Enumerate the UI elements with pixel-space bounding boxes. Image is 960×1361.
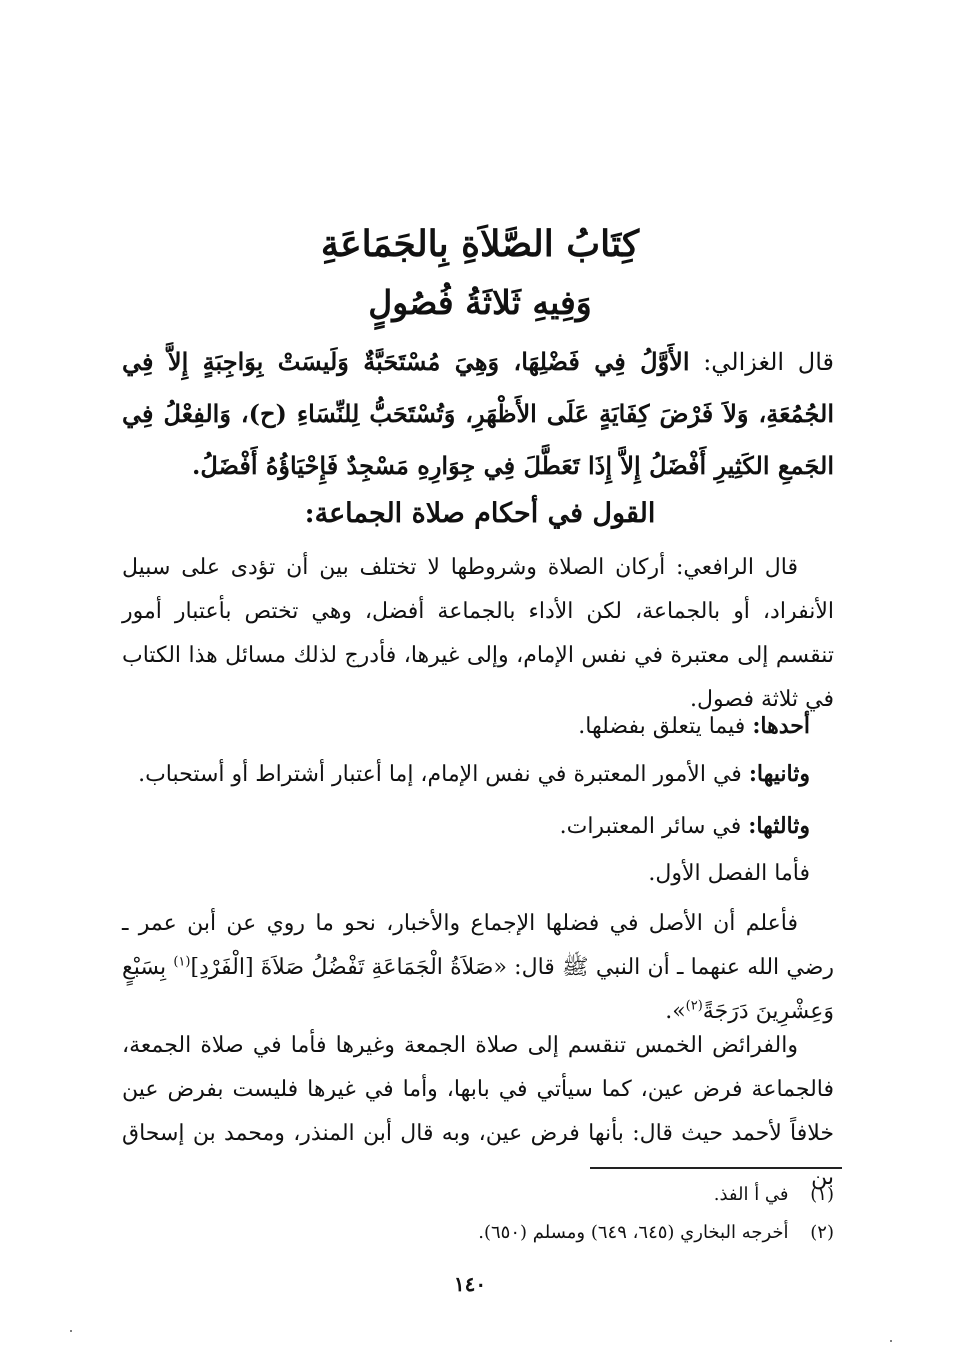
list-item-lead: أحدها: [752,713,810,739]
footnote-ref-2[interactable]: (٢) [685,998,703,1014]
list-item-lead: وثالثها: [748,813,810,839]
section-heading: القول في أحكام صلاة الجماعة: [304,498,656,529]
list-item-lead: وثانيها: [748,761,810,787]
list-item-text: في سائر المعتبرات. [559,814,742,839]
rafii-paragraph: قال الرافعي: أركان الصلاة وشروطها لا تختلف بين أن تؤدى على سبيل الأنفراد، أو بالجماعة، لكن الأداء بالجماعة أفضل، وهي تختص بأعتبار أمور تنقسم إلى معتبرة في نفس الإمام، وإلى غيرها، فأدرج لذلك مسائل هذا الكتاب في ثلاثة فصول. [122,555,834,712]
hadith-intro: فأعلم أن الأصل في فضلها الإجماع والأخبار، نحو ما روي عن أبن عمر ـ رضي الله عنهما ـ أن النبي ﷺ قال: « [122,911,835,980]
book-title: كِتَابُ الصَّلاَةِ بِالجَمَاعَةِ [320,223,640,265]
footnote-text: أخرجه البخاري (٦٤٥، ٦٤٩) ومسلم (٦٥٠). [478,1222,789,1243]
ghazali-speaker: قال الغزالي: [703,348,834,376]
footnote-ref-1[interactable]: (١) [173,954,191,970]
hadith-text-2: بِسَبْعٍ وَعِشْرِينَ دَرَجَةً [122,955,834,1024]
footnote-number: (١) [810,1184,834,1205]
scan-speck [70,1330,72,1332]
page-number: ١٤٠ [453,1272,487,1296]
list-item [120,754,810,795]
ghazali-text: الأَوَّلُ فِي فَضْلِهَا، وَهِيَ مُسْتَحَبَّةٌ وَلَيسَتْ بِوَاجِبَةٍ إِلاَّ فِي الجُمُعَةِ، وَلاَ فَرْضَ كِفَايَةٍ عَلَى الأَظْهَرِ، وَتُسْتَحَبُّ لِلنِّسَاءِ (ح)، وَالفِعْلُ فِي الجَمعِ الكَثِيرِ أَفْضَلُ إِلاَّ إِذَا تَعَطَّلَ فِي جِوَارِهِ مَسْجِدٌ فَإِحْيَاؤُهُ أَفْضَلُ. [122,347,834,480]
faraid-paragraph: والفرائض الخمس تنقسم إلى صلاة الجمعة وغيرها فأما في صلاة الجمعة، فالجماعة فرض عين، كما سيأتي في بابها، وأما في غيرها فليست بفرض عين خلافاً لأحمد حيث قال: بأنها فرض عين، وبه قال أبن المنذر، ومحمد بن إسحاق بن [122,1033,834,1190]
footnote [134,1180,834,1210]
footnote-number: (٢) [810,1222,834,1243]
book-subtitle: وَفِيهِ ثَلاثَةُ فُصُولٍ [368,283,592,322]
hadith-close: ». [665,999,686,1024]
fasl-line: فأما الفصل الأول. [648,861,810,886]
list-item-text: فيما يتعلق بفضلها. [578,714,746,739]
footnote-text: في أ الفذ. [713,1184,789,1205]
list-item-text: في الأمور المعتبرة في نفس الإمام، إما أعتبار أشتراط أو أستحباب. [138,762,742,787]
scan-speck [890,1340,892,1342]
ghazali-matn [122,336,834,492]
footnote [134,1218,834,1248]
footnote-divider [590,1167,842,1169]
hadith-paragraph [122,902,834,1034]
hadith-text-1: صَلاَةُ الْجَمَاعَةِ تَفْضُلُ صَلاَةَ [الْفَرْدِ] [190,955,494,980]
list-item [120,706,810,747]
list-item [120,806,810,847]
